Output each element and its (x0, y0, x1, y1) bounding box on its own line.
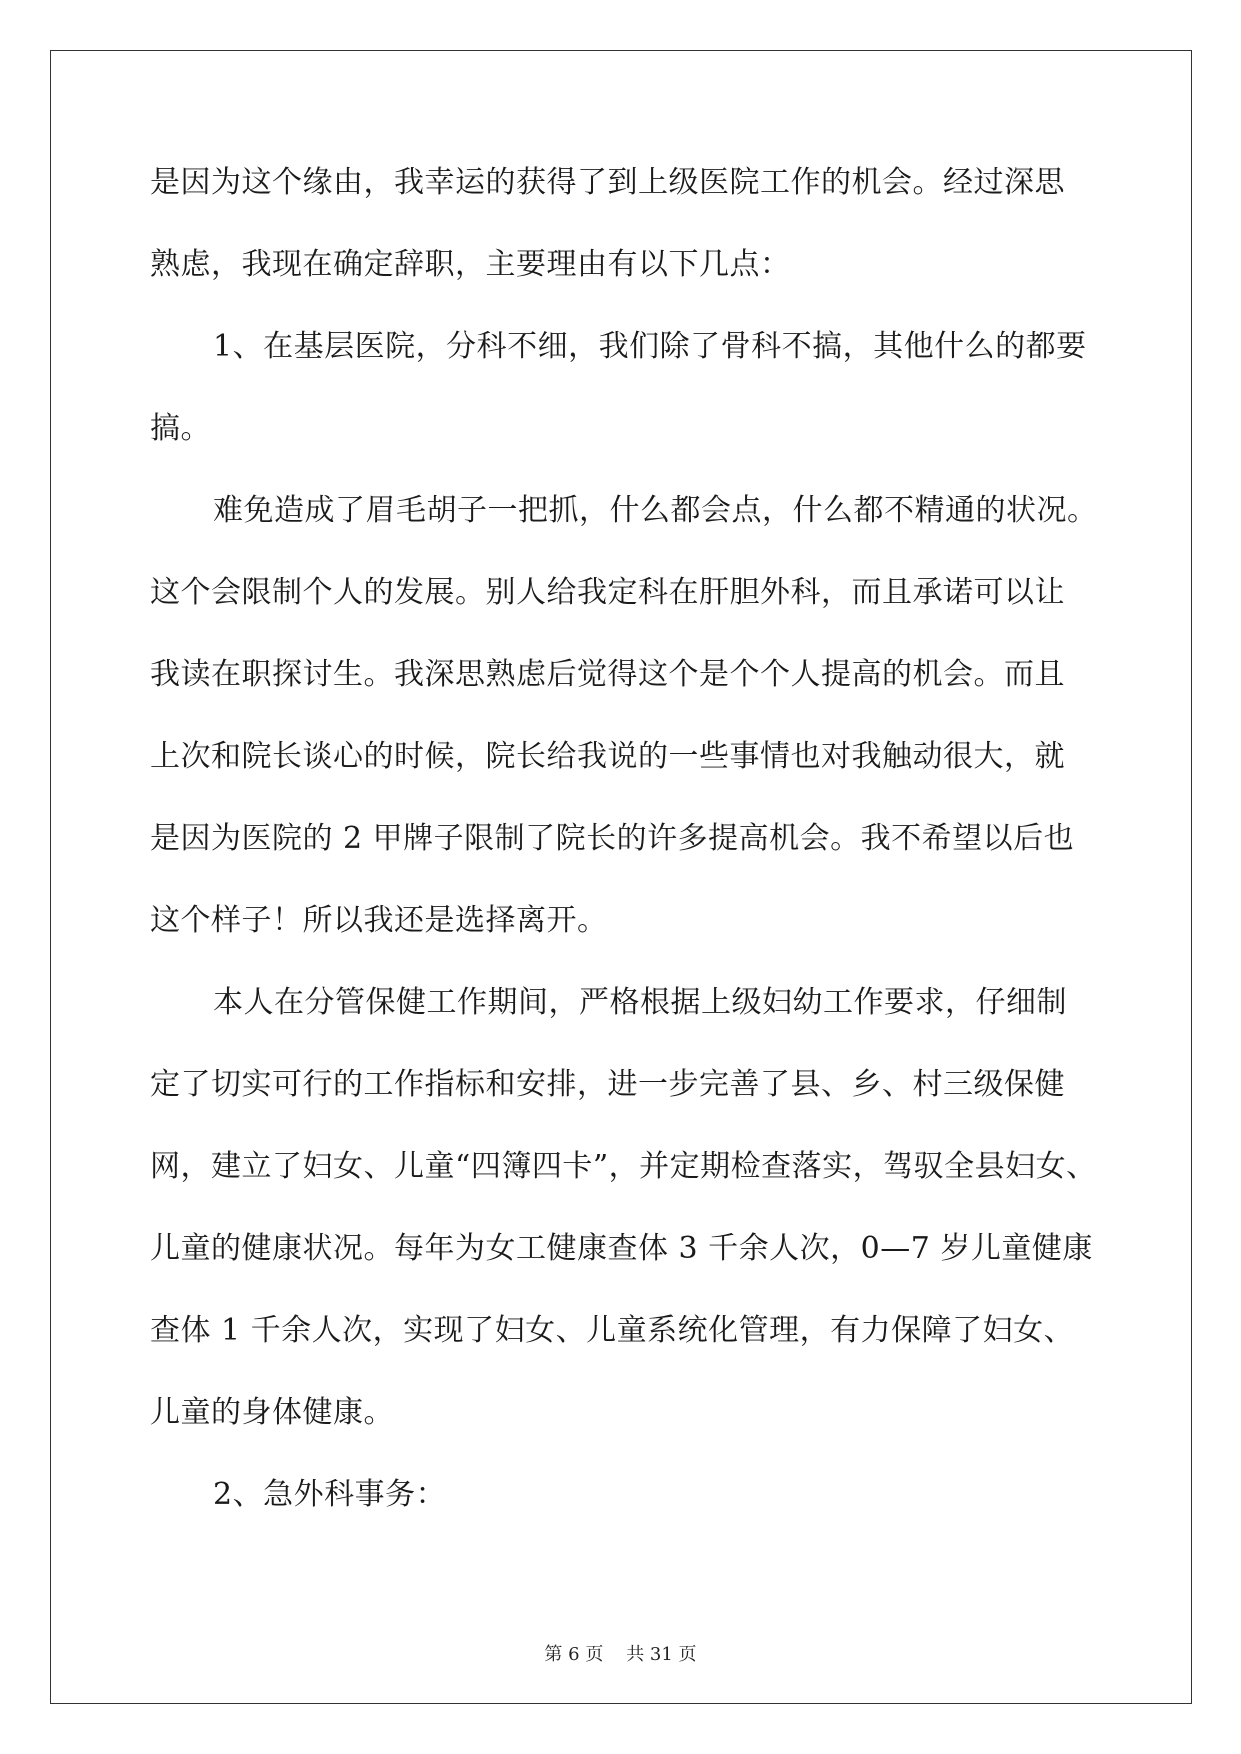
page-number-footer: 第 6 页 共 31 页 (544, 1644, 697, 1665)
text-line: 上次和院长谈心的时候，院长给我说的一些事情也对我触动很大，就 (150, 739, 1065, 774)
text-line: 定了切实可行的工作指标和安排，进一步完善了县、乡、村三级保健 (150, 1067, 1065, 1102)
text-line: 是因为医院的 2 甲牌子限制了院长的许多提高机会。我不希望以后也 (150, 821, 1075, 856)
text-line: 这个会限制个人的发展。别人给我定科在肝胆外科，而且承诺可以让 (150, 575, 1065, 610)
text-line: 难免造成了眉毛胡子一把抓，什么都会点，什么都不精通的状况。 (213, 493, 1098, 528)
text-line: 搞。 (150, 411, 211, 446)
text-line: 我读在职探讨生。我深思熟虑后觉得这个是个个人提高的机会。而且 (150, 657, 1065, 692)
text-line: 查体 1 千余人次，实现了妇女、儿童系统化管理，有力保障了妇女、 (150, 1313, 1075, 1348)
text-line: 网，建立了妇女、儿童“四簿四卡”，并定期检查落实，驾驭全县妇女、 (150, 1149, 1097, 1184)
text-line: 熟虑，我现在确定辞职，主要理由有以下几点： (150, 247, 791, 282)
text-line: 儿童的健康状况。每年为女工健康查体 3 千余人次，0—7 岁儿童健康 (150, 1231, 1093, 1266)
text-line: 儿童的身体健康。 (150, 1395, 394, 1430)
document-body (150, 158, 1098, 1552)
text-line: 本人在分管保健工作期间，严格根据上级妇幼工作要求，仔细制 (213, 985, 1067, 1020)
text-line: 2、急外科事务： (213, 1477, 447, 1512)
text-line: 这个样子！所以我还是选择离开。 (150, 903, 608, 938)
text-line: 1、在基层医院，分科不细，我们除了骨科不搞，其他什么的都要 (213, 329, 1087, 364)
text-line: 是因为这个缘由，我幸运的获得了到上级医院工作的机会。经过深思 (150, 165, 1065, 200)
